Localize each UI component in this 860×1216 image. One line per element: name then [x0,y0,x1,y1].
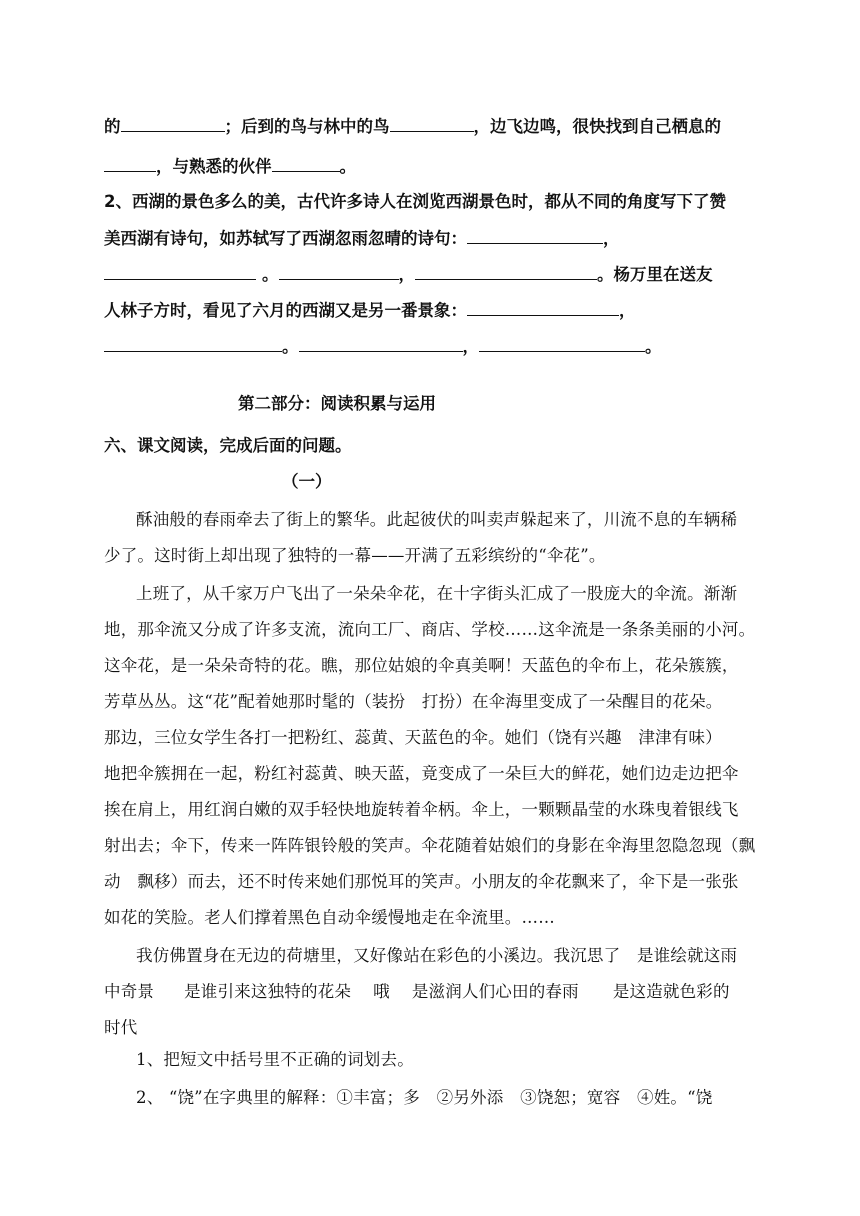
question-2-line-1: 2、西湖的景色多么的美，古代许多诗人在浏览西湖景色时，都从不同的角度写下了赞 [104,192,726,211]
fill-line-1 [104,116,764,137]
text: ；后到的鸟与林中的鸟 [224,117,390,136]
answer-blank[interactable] [104,336,282,352]
text: 是滋润人们心田的春雨 [411,982,579,1001]
passage-line: 射出去；伞下，传来一阵阵银铃般的笑声。伞花随着姑娘们的身影在伞海里忽隐忽现（飘 [104,836,756,855]
passage-line: 地把伞簇拥在一起，粉红衬蕊黄、映天蓝，竟变成了一朵巨大的鲜花，她们边走边把伞 [104,764,739,783]
text: ，与熟悉的伙伴 [156,157,272,176]
text: 是谁引来这独特的花朵 [184,982,352,1001]
passage-line: 这伞花，是一朵朵奇特的花。瞧，那位姑娘的伞真美啊！天蓝色的伞布上，花朵簇簇， [104,656,739,675]
passage-line: 少了。这时街上却出现了独特的一幕——开满了五彩缤纷的“伞花”。 [104,546,606,565]
answer-blank[interactable] [390,116,474,132]
text: 美西湖有诗句，如苏轼写了西湖忽雨忽晴的诗句： [104,229,467,248]
passage-line: 那边，三位女学生各打一把粉红、蕊黄、天蓝色的伞。她们（饶有兴趣 津津有味） [104,728,722,747]
text: 。 [339,157,356,176]
question-2-line-2 [104,228,764,249]
passage-line: 挨在肩上，用红润白嫩的双手轻快地旋转着伞柄。伞上，一颗颗晶莹的水珠曳着银线飞 [104,800,739,819]
text: 。 [282,337,299,356]
question-2-line-4 [104,300,764,321]
question-2-line-5 [104,336,764,357]
passage-line: 上班了，从千家万户飞出了一朵朵伞花，在十字街头汇成了一股庞大的伞流。渐渐 [136,584,738,603]
answer-blank[interactable] [415,264,597,280]
section-six-title: 六、课文阅读，完成后面的问题。 [104,436,352,455]
text: 。 [645,337,662,356]
answer-blank[interactable] [121,116,225,132]
text: ， [619,301,636,320]
answer-blank[interactable] [299,336,463,352]
answer-blank[interactable] [467,228,603,244]
passage-line: 动 飘移）而去，还不时传来她们那悦耳的笑声。小朋友的伞花飘来了，伞下是一张张 [104,872,739,891]
passage-line: 我仿佛置身在无边的荷塘里，又好像站在彩色的小溪边。我沉思了 是谁绘就这雨 [136,946,738,965]
answer-blank[interactable] [104,264,256,280]
text: ，边飞边鸣，很快找到自己栖息的 [473,117,721,136]
passage-line: 酥油般的春雨牵去了街上的繁华。此起彼伏的叫卖声躲起来了，川流不息的车辆稀 [136,510,738,529]
answer-blank[interactable] [479,336,645,352]
text: 哦 [373,982,390,1001]
passage-line: 芳草丛丛。这“花”配着她那时髦的（装扮 打扮）在伞海里变成了一朵醒目的花朵。 [104,692,723,711]
text: 是这造就色彩的 [612,982,730,1001]
question-2-line-3 [104,264,764,285]
text: ， [398,265,415,284]
section-heading: 第二部分：阅读积累与运用 [238,394,436,413]
answer-blank[interactable] [467,300,619,316]
text: 。 [262,265,279,284]
passage-line: 时代 [104,1018,138,1037]
question-2: 2、 “饶”在字典里的解释：①丰富；多 ②另外添 ③饶恕；宽容 ④姓。“饶 [136,1088,713,1107]
fill-line-2 [104,156,764,177]
subsection-label: （一） [282,472,332,491]
text: ， [603,229,620,248]
answer-blank[interactable] [279,264,399,280]
text: 的 [104,117,121,136]
question-1: 1、把短文中括号里不正确的词划去。 [136,1050,414,1069]
text: 中奇景 [104,982,155,1001]
answer-blank[interactable] [104,156,156,172]
text: 。杨万里在送友 [597,265,713,284]
answer-blank[interactable] [272,156,340,172]
passage-line: 如花的笑脸。老人们撑着黑色自动伞缓慢地走在伞流里。…… [104,908,555,927]
text: 人林子方时，看见了六月的西湖又是另一番景象： [104,301,467,320]
text: ， [462,337,479,356]
passage-line-with-gaps [104,982,756,1002]
passage-line: 地，那伞流又分成了许多支流，流向工厂、商店、学校……这伞流是一条条美丽的小河。 [104,620,756,639]
